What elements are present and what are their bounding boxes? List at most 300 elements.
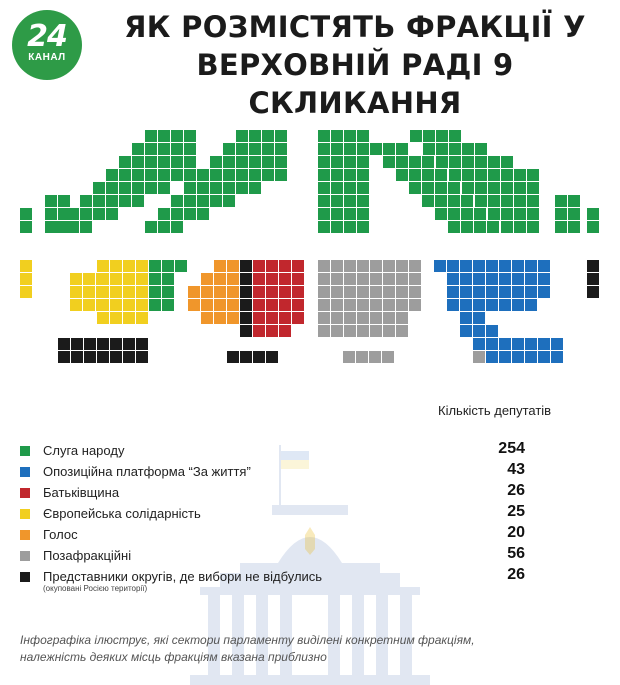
legend-label: Голос xyxy=(43,527,78,542)
seat xyxy=(93,195,105,207)
seat xyxy=(136,299,148,311)
seat xyxy=(214,312,226,324)
seat xyxy=(227,260,239,272)
seat xyxy=(132,195,144,207)
seat xyxy=(357,208,369,220)
seat xyxy=(473,260,485,272)
seat xyxy=(97,299,109,311)
legend-swatch xyxy=(20,530,30,540)
seat xyxy=(460,299,472,311)
seat xyxy=(422,195,434,207)
seat xyxy=(236,130,248,142)
seat xyxy=(262,169,274,181)
seat xyxy=(162,286,174,298)
seat xyxy=(514,182,526,194)
seat xyxy=(396,169,408,181)
seat xyxy=(462,169,474,181)
seat xyxy=(292,312,304,324)
seat xyxy=(499,299,511,311)
seat xyxy=(318,143,330,155)
seat xyxy=(227,351,239,363)
footnote-line-1: Інфографіка ілюструє, які сектори парламенту виділені конкретним фракціям, xyxy=(20,633,475,647)
seat xyxy=(555,208,567,220)
seat xyxy=(136,338,148,350)
seat xyxy=(525,260,537,272)
footnote-line-2: належність деяких місць фракціям вказана приблизно xyxy=(20,650,327,664)
seat xyxy=(149,273,161,285)
seat xyxy=(383,312,395,324)
legend-count: 25 xyxy=(507,503,525,520)
legend-label: Представники округів, де вибори не відбулись xyxy=(43,569,323,584)
seat xyxy=(58,338,70,350)
seat xyxy=(474,208,486,220)
seat xyxy=(70,273,82,285)
seat xyxy=(45,195,57,207)
seat xyxy=(184,182,196,194)
seat xyxy=(501,208,513,220)
seat xyxy=(266,286,278,298)
seat xyxy=(555,195,567,207)
seat xyxy=(448,208,460,220)
seat xyxy=(188,286,200,298)
seat xyxy=(461,221,473,233)
seat xyxy=(587,221,599,233)
seat xyxy=(80,208,92,220)
seat xyxy=(236,143,248,155)
seat xyxy=(132,182,144,194)
seat xyxy=(97,286,109,298)
legend-count: 20 xyxy=(507,524,525,541)
seat xyxy=(486,286,498,298)
seat xyxy=(370,299,382,311)
legend-swatch xyxy=(20,488,30,498)
seat xyxy=(486,351,498,363)
seat xyxy=(423,130,435,142)
seat xyxy=(475,143,487,155)
seat xyxy=(275,169,287,181)
seat xyxy=(357,143,369,155)
channel-logo xyxy=(12,10,82,80)
seat xyxy=(383,260,395,272)
seat xyxy=(292,286,304,298)
seat xyxy=(396,312,408,324)
seat xyxy=(486,273,498,285)
seat xyxy=(409,273,421,285)
seat xyxy=(171,143,183,155)
legend-swatch xyxy=(20,551,30,561)
seat xyxy=(396,286,408,298)
seat xyxy=(343,351,355,363)
seat xyxy=(240,351,252,363)
seat xyxy=(473,299,485,311)
seat xyxy=(473,312,485,324)
seat xyxy=(197,182,209,194)
seat xyxy=(331,312,343,324)
legend-sub-note: (окуповані Росією території) xyxy=(43,584,148,593)
seat xyxy=(436,130,448,142)
seat xyxy=(382,351,394,363)
seat xyxy=(197,169,209,181)
seat xyxy=(409,156,421,168)
seat xyxy=(344,299,356,311)
seat xyxy=(538,338,550,350)
seat xyxy=(460,312,472,324)
seat xyxy=(423,143,435,155)
seat xyxy=(318,195,330,207)
seat xyxy=(149,260,161,272)
seat xyxy=(462,143,474,155)
seat xyxy=(83,299,95,311)
seat xyxy=(110,312,122,324)
seat xyxy=(110,286,122,298)
seat xyxy=(236,182,248,194)
seat xyxy=(473,286,485,298)
seat xyxy=(460,273,472,285)
seat xyxy=(184,169,196,181)
seat xyxy=(462,156,474,168)
seat xyxy=(499,351,511,363)
seat xyxy=(370,143,382,155)
seat xyxy=(45,221,57,233)
seat xyxy=(253,299,265,311)
seat xyxy=(501,182,513,194)
page-title xyxy=(95,8,615,122)
seat xyxy=(318,221,330,233)
seat xyxy=(447,286,459,298)
seat xyxy=(106,169,118,181)
seat xyxy=(253,286,265,298)
legend-row xyxy=(20,461,600,481)
seat xyxy=(227,312,239,324)
seat xyxy=(119,182,131,194)
legend-row xyxy=(20,545,600,565)
seat xyxy=(409,182,421,194)
title-line-1: ЯК РОЗМІСТЯТЬ ФРАКЦІЇ У xyxy=(124,10,586,44)
seat xyxy=(447,273,459,285)
seat xyxy=(527,221,539,233)
seat xyxy=(331,286,343,298)
seat xyxy=(383,286,395,298)
seat xyxy=(383,156,395,168)
seat xyxy=(210,156,222,168)
seat xyxy=(357,156,369,168)
logo-number: 24 xyxy=(27,19,67,54)
seat xyxy=(171,169,183,181)
seat xyxy=(214,286,226,298)
seat xyxy=(475,182,487,194)
seat xyxy=(145,221,157,233)
seat xyxy=(422,156,434,168)
seat xyxy=(357,182,369,194)
seat xyxy=(527,169,539,181)
seat xyxy=(292,260,304,272)
seat xyxy=(587,286,599,298)
seat xyxy=(460,325,472,337)
seat xyxy=(318,260,330,272)
seat xyxy=(158,208,170,220)
seat xyxy=(318,156,330,168)
seat xyxy=(106,195,118,207)
seat xyxy=(461,208,473,220)
seat xyxy=(396,143,408,155)
seat xyxy=(447,260,459,272)
seat xyxy=(184,208,196,220)
seat xyxy=(236,156,248,168)
seat xyxy=(525,338,537,350)
seat xyxy=(409,286,421,298)
seat xyxy=(145,156,157,168)
legend-row xyxy=(20,566,600,586)
seat xyxy=(527,182,539,194)
footnote xyxy=(20,632,610,666)
seat xyxy=(84,338,96,350)
seat xyxy=(210,182,222,194)
seat xyxy=(58,208,70,220)
seat xyxy=(171,221,183,233)
seat xyxy=(396,273,408,285)
seat xyxy=(488,169,500,181)
legend-count: 26 xyxy=(507,482,525,499)
seat xyxy=(461,195,473,207)
seat xyxy=(253,260,265,272)
seat xyxy=(262,130,274,142)
seat xyxy=(279,273,291,285)
seat xyxy=(331,273,343,285)
seat xyxy=(158,182,170,194)
seat xyxy=(538,273,550,285)
seat xyxy=(318,325,330,337)
seat xyxy=(110,338,122,350)
legend-label: Опозиційна платформа “За життя” xyxy=(43,464,251,479)
seat xyxy=(473,338,485,350)
seat xyxy=(171,130,183,142)
seat xyxy=(20,260,32,272)
seat xyxy=(249,182,261,194)
seat xyxy=(214,260,226,272)
legend-swatch xyxy=(20,446,30,456)
seat xyxy=(175,260,187,272)
seat xyxy=(162,299,174,311)
seat xyxy=(262,143,274,155)
seat xyxy=(318,208,330,220)
seat xyxy=(499,273,511,285)
seat xyxy=(318,312,330,324)
seat xyxy=(331,221,343,233)
seat xyxy=(171,156,183,168)
seat xyxy=(435,169,447,181)
seat xyxy=(223,156,235,168)
seat xyxy=(136,286,148,298)
seat xyxy=(227,286,239,298)
seat xyxy=(396,299,408,311)
seat xyxy=(344,208,356,220)
seat xyxy=(538,286,550,298)
seat xyxy=(58,221,70,233)
seat xyxy=(527,195,539,207)
seat xyxy=(145,182,157,194)
seat xyxy=(449,169,461,181)
seat xyxy=(344,260,356,272)
seat xyxy=(435,195,447,207)
seat xyxy=(357,286,369,298)
seat xyxy=(145,130,157,142)
seat xyxy=(512,351,524,363)
seat xyxy=(236,169,248,181)
seat xyxy=(344,325,356,337)
seat xyxy=(370,260,382,272)
seat xyxy=(568,208,580,220)
seat xyxy=(110,299,122,311)
seat xyxy=(45,208,57,220)
seat xyxy=(97,312,109,324)
legend-swatch xyxy=(20,572,30,582)
seat xyxy=(331,130,343,142)
seat xyxy=(344,130,356,142)
seat xyxy=(369,351,381,363)
seat xyxy=(357,195,369,207)
seat xyxy=(331,143,343,155)
seat xyxy=(568,195,580,207)
seat xyxy=(188,299,200,311)
seat xyxy=(512,260,524,272)
seat xyxy=(279,325,291,337)
seat xyxy=(473,273,485,285)
parliament-seating-diagram xyxy=(0,120,620,370)
seat xyxy=(514,195,526,207)
seat xyxy=(462,182,474,194)
seat xyxy=(486,338,498,350)
seat xyxy=(396,325,408,337)
seat xyxy=(344,195,356,207)
seat xyxy=(449,156,461,168)
seat xyxy=(488,208,500,220)
seat xyxy=(110,351,122,363)
seat xyxy=(214,273,226,285)
seat xyxy=(119,156,131,168)
seat xyxy=(279,286,291,298)
seat xyxy=(422,169,434,181)
seat xyxy=(449,130,461,142)
seat xyxy=(249,156,261,168)
seat xyxy=(227,273,239,285)
seat xyxy=(357,299,369,311)
seat xyxy=(292,273,304,285)
seat xyxy=(436,156,448,168)
seat xyxy=(201,286,213,298)
seat xyxy=(344,156,356,168)
seat xyxy=(331,182,343,194)
seat xyxy=(123,260,135,272)
seat xyxy=(514,221,526,233)
legend-count: 56 xyxy=(507,545,525,562)
seat xyxy=(318,299,330,311)
seat xyxy=(409,260,421,272)
seat xyxy=(123,351,135,363)
seat xyxy=(106,182,118,194)
seat xyxy=(158,156,170,168)
seat xyxy=(501,195,513,207)
seat xyxy=(344,221,356,233)
seat xyxy=(20,273,32,285)
seat xyxy=(266,260,278,272)
seat xyxy=(383,143,395,155)
seat xyxy=(422,182,434,194)
seat xyxy=(499,286,511,298)
seat xyxy=(119,169,131,181)
seat xyxy=(162,260,174,272)
seat xyxy=(58,351,70,363)
legend-row xyxy=(20,524,600,544)
seat xyxy=(266,312,278,324)
legend-label: Слуга народу xyxy=(43,443,125,458)
seat xyxy=(171,208,183,220)
seat xyxy=(275,143,287,155)
seat xyxy=(253,325,265,337)
seat xyxy=(249,143,261,155)
seat xyxy=(83,286,95,298)
seat xyxy=(501,221,513,233)
seat xyxy=(132,143,144,155)
seat xyxy=(158,130,170,142)
seat xyxy=(448,195,460,207)
seat xyxy=(486,325,498,337)
seat xyxy=(240,286,252,298)
seat xyxy=(119,195,131,207)
seat xyxy=(525,273,537,285)
seat xyxy=(223,195,235,207)
seat xyxy=(344,169,356,181)
seat xyxy=(223,182,235,194)
seat xyxy=(318,273,330,285)
seat xyxy=(93,182,105,194)
seat xyxy=(525,351,537,363)
seat xyxy=(249,169,261,181)
seat xyxy=(184,195,196,207)
seat xyxy=(201,312,213,324)
seat xyxy=(84,351,96,363)
seat xyxy=(253,312,265,324)
title-line-2: ВЕРХОВНІЙ РАДІ 9 СКЛИКАННЯ xyxy=(196,48,514,120)
seat xyxy=(70,299,82,311)
seat xyxy=(370,286,382,298)
seat xyxy=(318,182,330,194)
logo-text: КАНАЛ xyxy=(28,52,66,63)
seat xyxy=(266,351,278,363)
seat xyxy=(475,195,487,207)
seat xyxy=(110,273,122,285)
seat xyxy=(357,221,369,233)
seat xyxy=(512,299,524,311)
seat xyxy=(396,260,408,272)
seat xyxy=(80,221,92,233)
seat xyxy=(434,260,446,272)
seat xyxy=(292,299,304,311)
seat xyxy=(357,169,369,181)
seat xyxy=(83,273,95,285)
seat xyxy=(587,208,599,220)
seat xyxy=(223,143,235,155)
seat xyxy=(158,169,170,181)
seat xyxy=(460,260,472,272)
seat xyxy=(318,286,330,298)
seat xyxy=(396,156,408,168)
seat xyxy=(318,130,330,142)
seat xyxy=(409,299,421,311)
seat xyxy=(568,221,580,233)
seat xyxy=(409,169,421,181)
seat xyxy=(149,299,161,311)
seat xyxy=(97,351,109,363)
